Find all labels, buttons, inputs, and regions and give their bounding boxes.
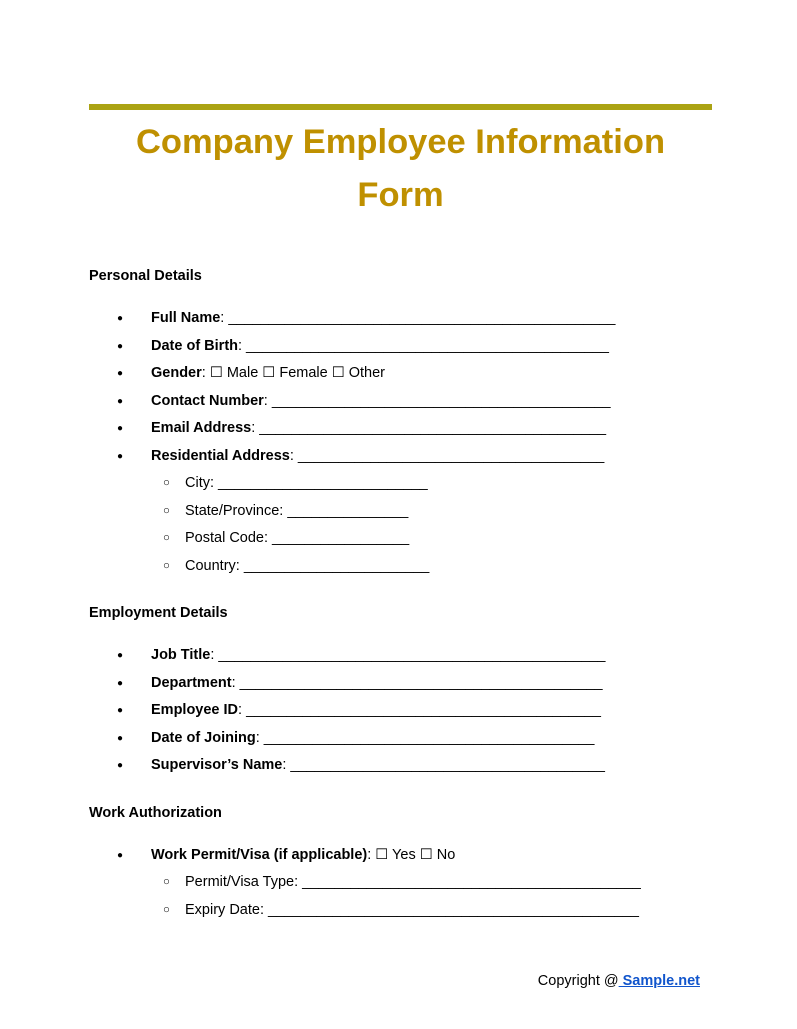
item-label: Residential Address [151, 447, 290, 464]
item-text: : __________________________________________ [263, 392, 611, 409]
bullet-icon: ● [117, 340, 124, 352]
circle-bullet-icon: ○ [163, 532, 170, 544]
list-item-work-permit-visa [89, 842, 712, 870]
circle-bullet-icon: ○ [163, 903, 170, 916]
footer [89, 972, 712, 990]
section-heading-personal-details: Personal Details [89, 268, 202, 284]
item-label: Email Address [151, 420, 252, 436]
item-text: : ________________________________________________ [210, 647, 606, 663]
item-label: Employee ID [151, 702, 239, 718]
list-item-employee-id [89, 697, 712, 725]
item-text: : ___________________________________________ [251, 420, 607, 436]
list-item-contact-number [89, 388, 712, 416]
item-label: Job Title [151, 647, 211, 663]
bullet-icon: ● [117, 450, 124, 462]
bullet-icon: ● [117, 760, 124, 771]
list-item-country [89, 553, 712, 581]
personal-details-list [89, 305, 712, 580]
list-item-residential-address [89, 443, 712, 471]
work-authorization-section [89, 804, 712, 925]
item-label: Department [151, 674, 232, 691]
bullet-icon: ● [117, 849, 124, 861]
item-text: : _____________________________________________ [231, 674, 603, 691]
bullet-icon: ● [117, 732, 124, 744]
circle-bullet-icon: ○ [163, 504, 170, 517]
copyright-text: Copyright @ [537, 973, 619, 989]
item-text: Expiry Date: ______________________________________________ [185, 901, 639, 918]
list-item-department [89, 670, 712, 698]
item-label: Date of Joining [151, 729, 256, 746]
list-item-state-province [89, 498, 712, 526]
item-text: : ☐ Male ☐ Female ☐ Other [201, 365, 386, 381]
personal-details-section [89, 267, 712, 580]
list-item-city [89, 470, 712, 498]
page-title: Company Employee Information Form [135, 123, 666, 214]
list-item-permit-visa-type [89, 869, 712, 897]
bullet-icon: ● [117, 423, 124, 434]
item-label: Work Permit/Visa (if applicable) [151, 846, 368, 863]
item-text: State/Province: _______________ [185, 502, 409, 519]
item-text: City: __________________________ [185, 475, 428, 491]
section-heading-work-authorization: Work Authorization [89, 804, 222, 821]
item-text: : ______________________________________ [289, 447, 605, 464]
list-item-email-address [89, 415, 712, 443]
item-text: Postal Code: _________________ [185, 530, 410, 546]
item-text: Permit/Visa Type: __________________________________________ [185, 874, 641, 890]
content-block [89, 104, 712, 990]
item-label: Date of Birth [151, 337, 238, 354]
bullet-icon: ● [117, 677, 124, 689]
item-text: : ________________________________________________ [220, 310, 616, 326]
bullet-icon: ● [117, 705, 124, 716]
item-label: Supervisor’s Name [151, 757, 283, 773]
list-item-supervisor-name [89, 752, 712, 780]
item-text: : ☐ Yes ☐ No [367, 846, 456, 863]
employment-details-list [89, 642, 712, 780]
list-item-full-name [89, 305, 712, 333]
item-text: : _____________________________________________ [238, 337, 609, 354]
circle-bullet-icon: ○ [163, 477, 170, 489]
work-authorization-list [89, 842, 712, 925]
title-divider-rule [89, 104, 712, 110]
circle-bullet-icon: ○ [163, 559, 170, 572]
bullet-icon: ● [117, 395, 124, 407]
list-item-date-of-birth [89, 333, 712, 361]
item-text: Country: _______________________ [185, 557, 430, 574]
list-item-postal-code [89, 525, 712, 553]
sample-net-link[interactable]: Sample.net [618, 973, 700, 989]
list-item-date-of-joining [89, 725, 712, 753]
list-item-gender [89, 360, 712, 388]
bullet-icon: ● [117, 650, 124, 661]
item-text: : _________________________________________ [255, 729, 595, 746]
item-label: Gender [151, 365, 202, 381]
item-label: Full Name [151, 310, 221, 326]
employment-details-section [89, 604, 712, 780]
section-heading-employment-details: Employment Details [89, 605, 228, 621]
item-label: Contact Number [151, 392, 264, 409]
item-text: : ____________________________________________ [238, 702, 601, 718]
bullet-icon: ● [117, 368, 124, 379]
list-item-job-title [89, 642, 712, 670]
bullet-icon: ● [117, 313, 124, 324]
list-item-expiry-date [89, 897, 712, 925]
circle-bullet-icon: ○ [163, 876, 170, 888]
item-text: : _______________________________________ [282, 757, 605, 773]
